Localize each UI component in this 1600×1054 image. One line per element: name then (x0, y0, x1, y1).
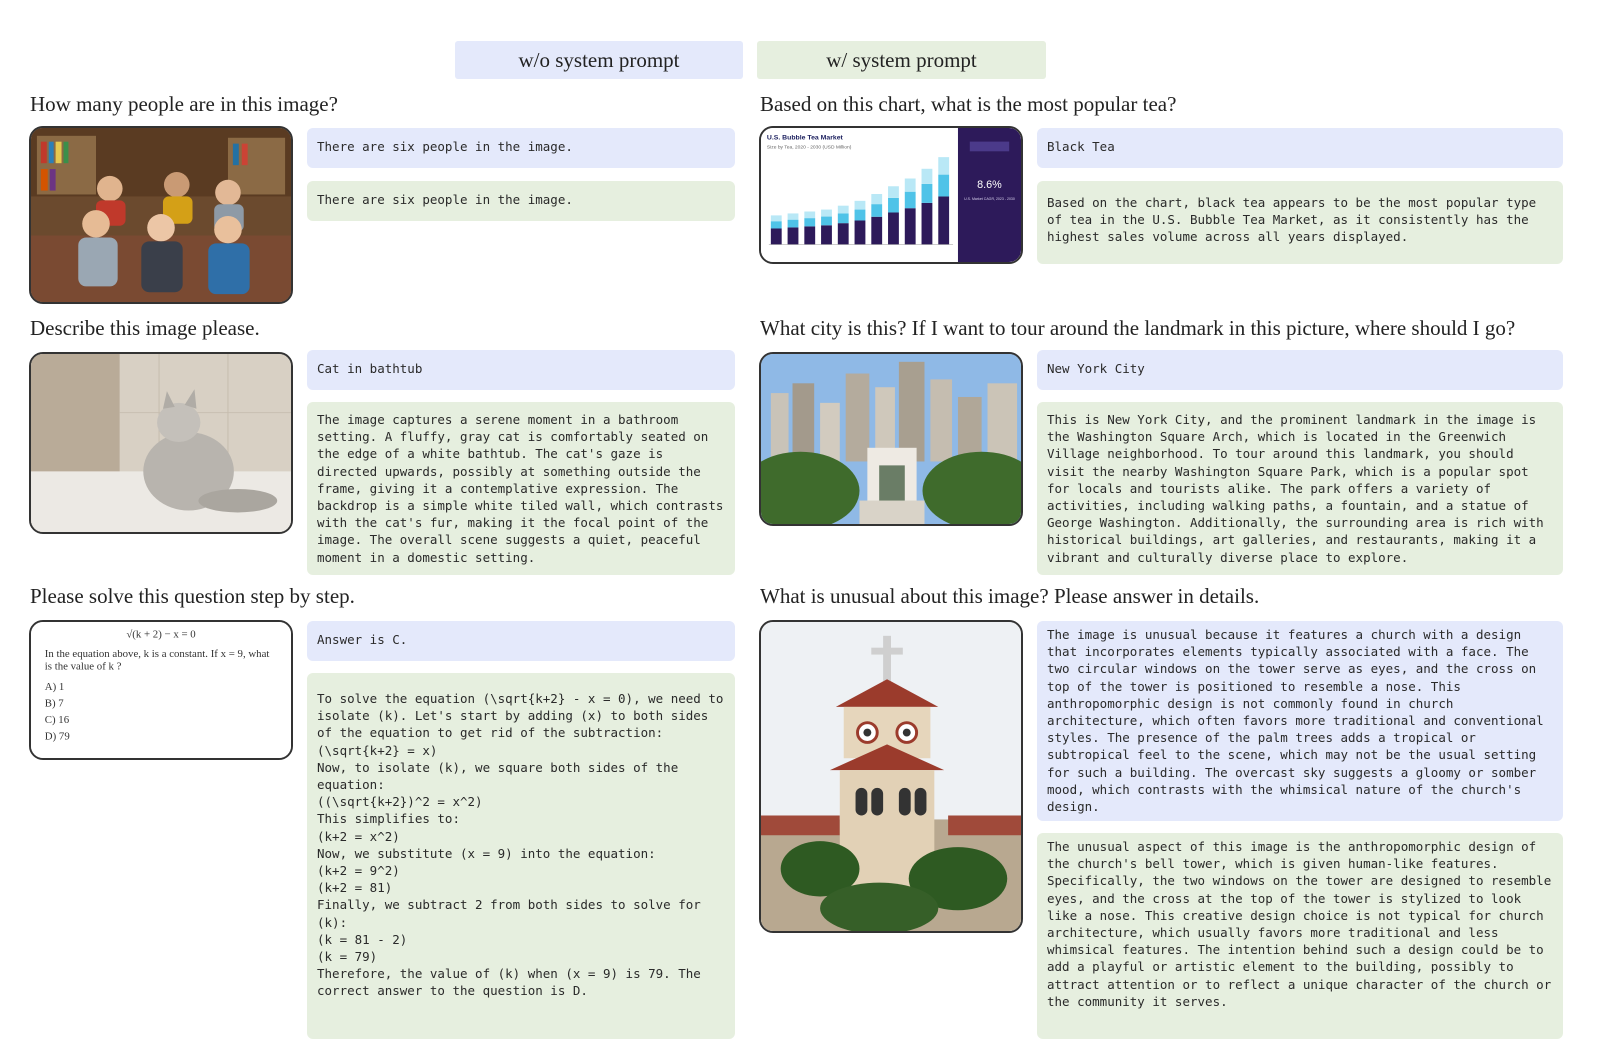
answer-with-describe-image: The image captures a serene moment in a bathroom setting. A fluffy, gray cat is comfortably seated on the edge of a white bathtub. The cat's gaze is directed upwards, possibly at something outside the frame, giving it a contemplative expression. The backdrop is a simple white tiled wall, which contrasts with the cat's fur, making it the focal point of the image. The overall scene suggests a quiet, peaceful moment in a domestic setting. (307, 402, 735, 575)
math-question (29, 620, 293, 760)
answer-with-popular-tea: Based on the chart, black tea appears to be the most popular type of tea in the U.S. Bubble Tea Market, as it consistently has the highest sales volume across all years displayed. (1037, 181, 1563, 264)
chart-image-bar-segment (905, 178, 916, 191)
chart-image-bar-segment (804, 212, 815, 219)
chart-image-bar-segment (771, 229, 782, 245)
math-option-b: B) 7 (44, 697, 64, 710)
answer-with-unusual: The unusual aspect of this image is the anthropomorphic design of the church's bell tower, which is given human-like features. Specifically, the two windows on the tower are designed to resemble eyes, and the cross at the top of the tower is stylized to look like a nose. This creative design choice is not typical for church architecture, which usually favors more traditional and less whimsical features. The intention behind such a design could be to add a playful or artistic element to the building, possibly to attract attention or to reflect a unique character of the church or the community it serves. (1037, 833, 1563, 1039)
chart-image-bar-segment (922, 203, 933, 245)
chart-image-bar-segment (888, 198, 899, 213)
cat-in-bathtub-photo (29, 352, 293, 534)
chart-image-bar-segment (838, 213, 849, 223)
chart-image-bar-segment (821, 225, 832, 244)
chart-image-bar-segment (788, 220, 799, 228)
answer-without-city-landmark: New York City (1037, 350, 1563, 390)
chart-image-title: U.S. Bubble Tea Market (766, 134, 843, 142)
math-prompt-line1: In the equation above, k is a constant. If x = 9, what (44, 648, 270, 660)
chart-image-callout: 8.6% (977, 179, 1002, 192)
church-face-photo (759, 620, 1023, 933)
chart-image-bar-segment (838, 206, 849, 214)
sitcom-cast-photo (29, 126, 293, 304)
question-popular-tea: Based on this chart, what is the most popular tea? (760, 92, 1177, 116)
answer-with-city-landmark: This is New York City, and the prominent landmark in the image is the Washington Square Arch, which is located in the Greenwich Village neighborhood. To tour around this landmark, you should visit the nearby Washington Square Park, which is a popular spot for locals and tourists alike. The park offers a variety of activities, including walking paths, a fountain, and a statue of George Washington. Additionally, the surrounding area is rich with historical buildings, art galleries, and restaurants, making it a vibrant and culturally diverse place to explore. (1037, 402, 1563, 575)
question-solve-step-by-step: Please solve this question step by step. (30, 584, 355, 608)
answer-without-describe-image: Cat in bathtub (307, 350, 735, 390)
chart-image-bar-segment (871, 194, 882, 204)
chart-image-bar-segment (821, 217, 832, 226)
math-option-c: C) 16 (44, 714, 70, 727)
question-describe-image: Describe this image please. (30, 316, 260, 340)
chart-image-bar-segment (922, 184, 933, 203)
chart-image-bar-segment (788, 213, 799, 219)
chart-image-bar-segment (938, 157, 949, 174)
math-prompt-line2: is the value of k ? (44, 660, 122, 673)
question-unusual-image: What is unusual about this image? Please answer in details. (760, 584, 1260, 608)
chart-image-bar-segment (771, 221, 782, 228)
chart-image-bar-segment (855, 220, 866, 244)
chart-image-bar-segment (838, 223, 849, 244)
chart-image-bar-segment (905, 208, 916, 244)
washington-square-arch-photo (759, 352, 1023, 526)
legend-without-system-prompt: w/o system prompt (455, 41, 743, 79)
answer-with-people-count: There are six people in the image. (307, 181, 735, 221)
chart-image-bar-segment (888, 186, 899, 198)
chart-image-subtitle: Size by Tea, 2020 - 2030 (USD Million) (766, 145, 852, 151)
chart-image-bar-segment (938, 175, 949, 197)
answer-with-solve: To solve the equation (\sqrt{k+2} - x = 0), we need to isolate (k). Let's start by adding (x) to both sides of the equation to get rid of the subtraction: (\sqrt{k+2} = x) Now, to isolate (k), we square both sides of the equation: ((\sqrt{k+2})^2 = x^2) This simplifies to: (k+2 = x^2) Now, we substitute (x = 9) into the equation: (k+2 = 9^2) (k+2 = 81) Finally, we subtract 2 from both sides to solve for (k): (k = 81 - 2) (k = 79) Therefore, the value of (k) when (x = 9) is 79. The correct answer to the question is D. (307, 673, 735, 1039)
math-equation: √(k + 2) − x = 0 (126, 628, 196, 641)
math-option-a: A) 1 (44, 681, 65, 693)
chart-image-bar-segment (804, 218, 815, 226)
chart-image-bar-segment (771, 215, 782, 221)
chart-image-bar-segment (855, 201, 866, 210)
chart-image-bar-segment (938, 196, 949, 244)
answer-without-people-count: There are six people in the image. (307, 128, 735, 168)
question-people-count: How many people are in this image? (30, 92, 338, 116)
bubble-tea-market-chart (759, 126, 1023, 264)
chart-image-bar-segment (855, 210, 866, 221)
chart-image-callout-note: U.S. Market CAGR, 2023 - 2030 (964, 196, 1015, 201)
chart-image-bar-segment (788, 227, 799, 244)
chart-image-bar-segment (888, 212, 899, 244)
answer-without-popular-tea: Black Tea (1037, 128, 1563, 168)
answer-without-solve: Answer is C. (307, 621, 735, 661)
chart-image-bar-segment (804, 226, 815, 244)
chart-image-bar-segment (905, 192, 916, 209)
chart-image-bar-segment (821, 210, 832, 217)
answer-without-unusual: The image is unusual because it features a church with a design that incorporates elements typically associated with a face. The two circular windows on the tower serve as eyes, and the cross on top of the tower is positioned to resemble a nose. This anthropomorphic design is not commonly found in church architecture, which often favors more traditional and conventional styles. The presence of the palm trees adds a tropical or subtropical feel to the scene, which may not be the usual setting for such a building. The overcast sky suggests a gloomy or somber mood, which contrasts with the whimsical nature of the church's design. (1037, 621, 1563, 821)
question-city-landmark: What city is this? If I want to tour around the landmark in this picture, where should I go? (760, 316, 1516, 340)
chart-image-bar-segment (871, 204, 882, 217)
chart-image-bar-segment (922, 169, 933, 184)
math-option-d: D) 79 (44, 730, 70, 743)
legend-with-system-prompt: w/ system prompt (757, 41, 1046, 79)
chart-image-bar-segment (871, 217, 882, 245)
